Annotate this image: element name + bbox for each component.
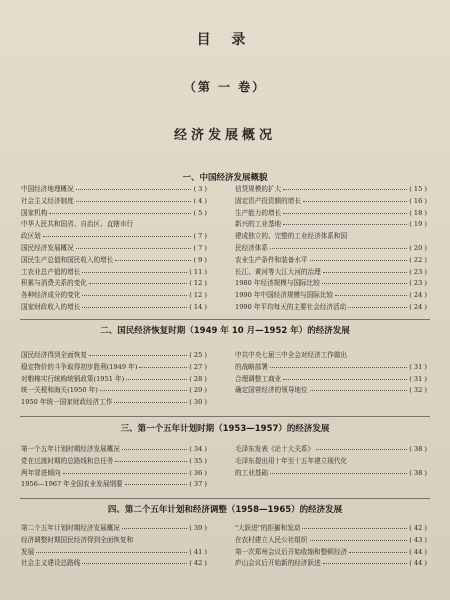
- toc-entry: [235, 219, 427, 231]
- toc-entry-page-number: ( 44 ): [409, 559, 427, 568]
- toc-entry: [21, 255, 207, 267]
- toc-entry-page-number: ( 44 ): [409, 547, 427, 556]
- dot-leader: [283, 220, 407, 225]
- toc-entry-page-number: ( 23 ): [409, 279, 427, 288]
- toc-entry-label: 对粮棉实行统购统销政策(1951 年): [21, 374, 125, 383]
- divider: [20, 319, 430, 320]
- toc-entry-page-number: ( 27 ): [189, 362, 207, 371]
- toc-entry-label: 民经济体系: [235, 243, 268, 252]
- toc-entry-page-number: ( 29 ): [189, 386, 207, 395]
- toc-entry-page-number: ( 38 ): [409, 445, 427, 453]
- dot-leader: [348, 303, 407, 308]
- toc-entry-page-number: ( 5 ): [193, 208, 207, 217]
- toc-entry: [21, 231, 207, 243]
- dot-leader: [349, 233, 425, 237]
- toc-entry-label: 各种经济成分的变化: [21, 291, 81, 300]
- toc-entry: [21, 243, 207, 255]
- section-2-left-column: [21, 350, 207, 409]
- toc-entry: [235, 385, 427, 397]
- toc-entry-label: "大跃进"的拒揃和发动: [235, 524, 301, 532]
- toc-entry-page-number: ( 4 ): [193, 196, 207, 205]
- toc-entry: [235, 547, 427, 559]
- toc-entry-page-number: ( 43 ): [409, 535, 427, 544]
- dot-leader: [89, 351, 187, 356]
- dot-leader: [303, 197, 407, 202]
- toc-entry: [21, 523, 207, 535]
- toc-entry-page-number: ( 7 ): [193, 232, 207, 241]
- dot-leader: [36, 548, 187, 553]
- toc-entry-label: 发展: [21, 547, 35, 556]
- dot-leader: [125, 480, 188, 485]
- dot-leader: [349, 458, 425, 462]
- dot-leader: [126, 375, 187, 380]
- toc-entry-page-number: ( 37 ): [189, 480, 207, 489]
- dot-leader: [335, 291, 407, 296]
- toc-entry: [21, 290, 207, 302]
- page-title: 目 录: [196, 32, 254, 48]
- toc-entry: [21, 456, 207, 468]
- toc-entry: [21, 468, 207, 480]
- section-1-right-column: [235, 184, 427, 314]
- toc-entry-label: 国家机构: [21, 208, 48, 217]
- dot-leader: [302, 524, 407, 529]
- dot-leader: [115, 256, 191, 261]
- toc-entry-label: 农业生产条件和装备水平: [235, 255, 308, 264]
- toc-entry: [21, 278, 207, 290]
- divider: [20, 498, 430, 499]
- toc-entry: [235, 444, 427, 456]
- toc-entry-label: 1950 年统一国家财政经济工作: [21, 398, 113, 407]
- dot-leader: [76, 197, 192, 202]
- toc-entry: [21, 374, 207, 386]
- dot-leader: [114, 398, 187, 403]
- dot-leader: [82, 291, 187, 296]
- toc-entry-page-number: ( 31 ): [409, 362, 427, 371]
- toc-entry-page-number: ( 9 ): [193, 255, 207, 264]
- toc-entry-page-number: ( 35 ): [189, 456, 207, 465]
- toc-entry: [235, 468, 427, 480]
- toc-entry-label: 1956—1967 年全国农业发展纲要: [21, 480, 123, 489]
- dot-leader: [283, 185, 407, 190]
- dot-leader: [310, 386, 408, 391]
- toc-entry: [235, 302, 427, 314]
- toc-entry-page-number: ( 38 ): [409, 468, 427, 477]
- dot-leader: [122, 445, 187, 450]
- toc-entry: [21, 184, 207, 196]
- toc-entry: [235, 184, 427, 196]
- toc-entry-label: 长江、黄河等大江大河的治理: [235, 267, 321, 276]
- toc-entry: [235, 208, 427, 220]
- toc-entry-label: 确定国营经济的领导地位: [235, 386, 308, 395]
- toc-entry-label: 第一个五年计划时期经济发展概况: [21, 445, 120, 453]
- toc-entry: [21, 558, 207, 570]
- toc-entry-label: 建成独立的、完整的工业经济体系和国: [235, 232, 348, 241]
- toc-entry-label: 新兴的工业基地: [235, 220, 282, 229]
- toc-entry-label: 国民生产总值和国民收入的增长: [21, 255, 114, 264]
- toc-entry-label: 国家财政收入的增长: [21, 302, 81, 311]
- part-title: 经济发展概况: [173, 128, 276, 143]
- toc-entry-label: 毛泽东发表《论十大关系》: [235, 445, 315, 453]
- dot-leader: [323, 268, 408, 273]
- toc-entry-label: 统一关税和海关(1950 年): [21, 386, 98, 395]
- dot-leader: [310, 256, 408, 261]
- dot-leader: [122, 524, 187, 529]
- toc-entry-page-number: ( 7 ): [193, 243, 207, 252]
- toc-entry: [21, 535, 207, 547]
- section-heading-3: 三、第一个五年计划时期（1953—1957）的经济发展: [120, 424, 330, 434]
- section-4-right-column: [235, 523, 427, 570]
- toc-entry-label: 积累与消费关系的变化: [21, 279, 87, 288]
- dot-leader: [283, 209, 407, 214]
- toc-entry-label: 生产能力的增长: [235, 208, 282, 217]
- toc-entry: [21, 547, 207, 559]
- toc-entry-label: 政区划: [21, 232, 41, 241]
- section-2-right-column: [235, 350, 427, 397]
- toc-entry-page-number: ( 11 ): [189, 267, 207, 276]
- toc-entry-page-number: ( 12 ): [189, 279, 207, 288]
- toc-entry-label: 社会主义建设总路线: [21, 559, 81, 568]
- toc-entry-page-number: ( 22 ): [409, 255, 427, 264]
- toc-entry-label: 固定资产投资额的增长: [235, 196, 301, 205]
- section-3-left-column: [21, 444, 207, 491]
- dot-leader: [115, 457, 187, 462]
- volume-label: （第 一 卷）: [183, 80, 267, 94]
- toc-entry-page-number: ( 42 ): [189, 559, 207, 568]
- toc-entry-label: 国民经济发展概况: [21, 243, 74, 252]
- dot-leader: [270, 244, 407, 249]
- toc-entry: [235, 196, 427, 208]
- toc-entry-label: 国民经济得到全面恢复: [21, 351, 87, 359]
- toc-entry: [235, 362, 427, 374]
- toc-entry: [235, 535, 427, 547]
- toc-entry: [21, 196, 207, 208]
- toc-entry-page-number: ( 20 ): [409, 243, 427, 252]
- toc-entry: [235, 267, 427, 279]
- toc-entry: [21, 219, 207, 231]
- toc-entry-label: 第一次郑州会议后开始收缩和整顿经济: [235, 547, 348, 556]
- toc-entry-page-number: ( 12 ): [189, 291, 207, 300]
- toc-entry: [21, 267, 207, 279]
- toc-entry: [21, 479, 207, 491]
- toc-entry-label: 稳定物价的斗争取得初步胜利(1949 年): [21, 362, 138, 371]
- toc-entry: [21, 397, 207, 409]
- toc-entry: [235, 278, 427, 290]
- toc-entry-page-number: ( 23 ): [409, 267, 427, 276]
- dot-leader: [322, 279, 407, 284]
- toc-entry: [235, 243, 427, 255]
- toc-entry-page-number: ( 24 ): [409, 291, 427, 300]
- toc-entry-page-number: ( 3 ): [193, 185, 207, 193]
- toc-entry-label: 1990 年中国经济规模与国际比较: [235, 291, 334, 300]
- toc-entry: [21, 362, 207, 374]
- toc-entry-label: 经济调整时期国民经济得到全面恢复和: [21, 535, 134, 544]
- section-heading-1: 一、中国经济发展概貌: [182, 173, 268, 183]
- dot-leader: [139, 363, 187, 368]
- toc-entry: [21, 208, 207, 220]
- dot-leader: [310, 536, 408, 541]
- toc-entry-label: 合理调整工商业: [235, 374, 282, 383]
- toc-entry-label: 中国经济地理概况: [21, 185, 74, 193]
- toc-entry: [235, 374, 427, 386]
- toc-entry-label: 党在过渡时期的总路线和总任务: [21, 456, 114, 465]
- toc-entry: [21, 444, 207, 456]
- toc-entry-page-number: ( 25 ): [189, 351, 207, 359]
- toc-entry: [235, 231, 427, 243]
- toc-entry-label: 中华人民共和国省、自治区、直辖市行: [21, 220, 134, 229]
- toc-entry-page-number: ( 24 ): [409, 302, 427, 311]
- dot-leader: [135, 537, 205, 541]
- toc-entry-label: 的工业基础: [235, 468, 268, 477]
- toc-entry-page-number: ( 19 ): [409, 220, 427, 229]
- toc-entry-label: 工农业总产值的增长: [21, 267, 81, 276]
- section-1-left-column: [21, 184, 207, 314]
- toc-entry-page-number: ( 18 ): [409, 208, 427, 217]
- dot-leader: [82, 303, 187, 308]
- toc-entry: [235, 523, 427, 535]
- toc-entry-label: 第二个五年计划时期经济发展概况: [21, 524, 120, 532]
- toc-entry-page-number: ( 31 ): [409, 374, 427, 383]
- section-3-right-column: [235, 444, 427, 479]
- dot-leader: [349, 548, 407, 553]
- section-4-left-column: [21, 523, 207, 570]
- toc-entry-page-number: ( 41 ): [189, 547, 207, 556]
- toc-entry-label: 在农村建立人民公社组织: [235, 535, 308, 544]
- toc-entry-label: 两年冒进倾向: [21, 468, 61, 477]
- toc-entry: [235, 558, 427, 570]
- toc-entry-label: 1990 年平均每天的主要社会经济活动: [235, 302, 347, 311]
- divider: [20, 416, 430, 417]
- toc-entry-label: 1980 年经济规模与国际比较: [235, 279, 320, 288]
- toc-entry-page-number: ( 28 ): [189, 374, 207, 383]
- toc-entry-page-number: ( 42 ): [409, 524, 427, 532]
- section-heading-4: 四、第二个五年计划和经济调整（1958—1965）的经济发展: [107, 505, 343, 515]
- dot-leader: [323, 559, 408, 564]
- toc-entry-page-number: ( 32 ): [409, 386, 427, 395]
- dot-leader: [82, 559, 187, 564]
- dot-leader: [43, 232, 192, 237]
- toc-entry-page-number: ( 34 ): [189, 445, 207, 453]
- toc-entry-label: 社会主义经济制度: [21, 196, 74, 205]
- toc-entry-page-number: ( 16 ): [409, 196, 427, 205]
- dot-leader: [316, 445, 407, 450]
- dot-leader: [49, 209, 191, 214]
- toc-entry-page-number: ( 36 ): [189, 468, 207, 477]
- dot-leader: [270, 469, 407, 474]
- toc-entry-label: 的战略部署: [235, 362, 268, 371]
- section-heading-2: 二、国民经济恢复时期（1949 年 10 月—1952 年）的经济发展: [100, 326, 350, 336]
- dot-leader: [270, 363, 407, 368]
- toc-entry-page-number: ( 39 ): [189, 524, 207, 532]
- toc-entry-page-number: ( 15 ): [409, 185, 427, 193]
- dot-leader: [76, 244, 192, 249]
- toc-entry: [21, 385, 207, 397]
- toc-entry: [235, 290, 427, 302]
- dot-leader: [76, 185, 192, 190]
- toc-entry-page-number: ( 30 ): [189, 398, 207, 407]
- toc-entry: [235, 456, 427, 468]
- dot-leader: [89, 279, 187, 284]
- dot-leader: [349, 352, 425, 356]
- dot-leader: [135, 221, 205, 225]
- dot-leader: [100, 386, 187, 391]
- toc-entry-label: 毛泽东提出用十年至十五年建立现代化: [235, 456, 348, 465]
- toc-entry: [21, 350, 207, 362]
- toc-entry: [21, 302, 207, 314]
- dot-leader: [63, 469, 188, 474]
- toc-entry: [235, 350, 427, 362]
- toc-entry-label: 信贷规模的扩大: [235, 185, 282, 193]
- dot-leader: [82, 268, 187, 273]
- toc-entry-label: 中共中央七届三中全会对经济工作做出: [235, 351, 348, 359]
- toc-entry-label: 庐山会议后开始新的经济跃进: [235, 559, 321, 568]
- toc-entry-page-number: ( 14 ): [189, 302, 207, 311]
- dot-leader: [283, 375, 407, 380]
- toc-entry: [235, 255, 427, 267]
